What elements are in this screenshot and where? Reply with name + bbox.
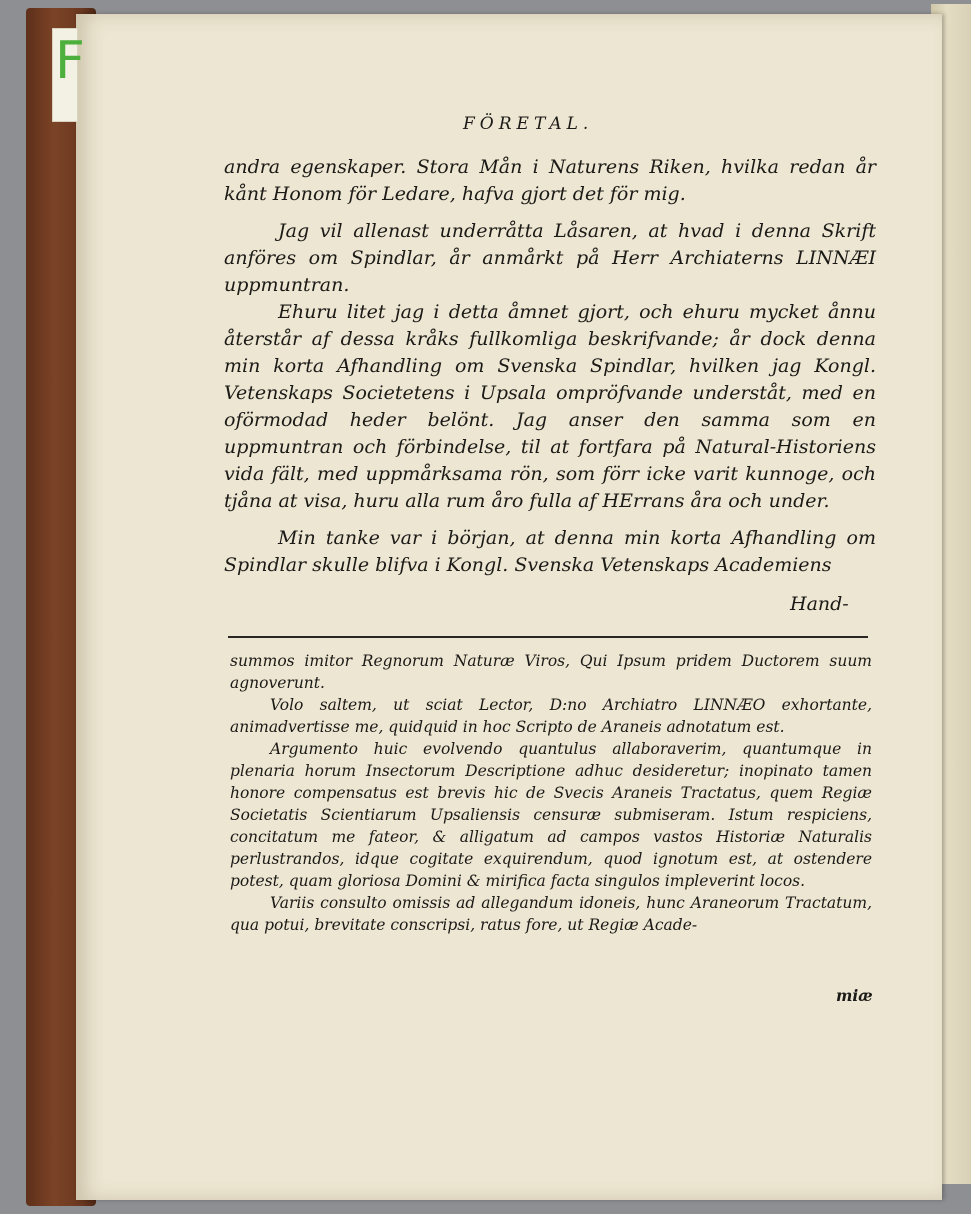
- note-paragraph: Variis consulto omissis ad allegandum idoneis, hunc Araneorum Tractatum, qua potui, brevitate conscripsi, ratus fore, ut Regiæ Acade-: [230, 894, 872, 934]
- paragraph: Jag vil allenast underråtta Låsaren, at hvad i denna Skrift anföres om Spindlar, år anmårkt på Herr Archiaterns LINNÆI uppmuntran.: [224, 220, 876, 296]
- tab-mark: F: [55, 31, 85, 91]
- note-paragraph: Argumento huic evolvendo quantulus allaboraverim, quantumque in plenaria horum Insectorum Descriptione adhuc desideretur; inopinato tamen honore compensatus est brevis hic de Svecis Araneis Tractatus, quem Regiæ Societatis Scientiarum Upsaliensis censuræ submiseram. Istum respiciens, concitatum me fateor, & alligatum ad campos vastos Historiæ Naturalis perlustrandos, idque cogitate exquirendum, quod ignotum est, at ostendere potest, quam gloriosa Domini & mirifica facta singulos impleverint locos.: [230, 740, 872, 890]
- catchword: Hand-: [790, 593, 849, 615]
- footnote-rule: [228, 636, 868, 638]
- paragraph: Ehuru litet jag i detta åmnet gjort, och ehuru mycket ånnu återstår af dessa kråks fullkomliga beskrifvande; år dock denna min korta Afhandling om Svenska Spindlar, hvilken jag Kongl. Vetenskaps Societetens i Upsala ompröfvande underståt, med en oförmodad heder belönt. Jag anser den samma som en uppmuntran och förbindelse, til at fortfara på Natural-Historiens vida fält, med uppmårksama rön, som förr icke varit kunnoge, och tjåna at visa, huru alla rum åro fulla af HErrans åra och under.: [224, 301, 876, 512]
- main-text: [224, 154, 876, 579]
- note-paragraph: summos imitor Regnorum Naturæ Viros, Qui Ipsum pridem Ductorem suum agnoverunt.: [230, 652, 872, 692]
- paragraph: andra egenskaper. Stora Mån i Naturens Riken, hvilka redan år kånt Honom för Ledare, hafva gjort det för mig.: [224, 156, 876, 205]
- latin-footnote: [230, 650, 872, 936]
- notes-catchword: miæ: [836, 986, 873, 1005]
- running-head: FÖRETAL.: [463, 114, 594, 134]
- note-paragraph: Volo saltem, ut sciat Lector, D:no Archiatro LINNÆO exhortante, animadvertisse me, quidquid in hoc Scripto de Araneis adnotatum est.: [230, 696, 872, 736]
- paragraph: Min tanke var i början, at denna min korta Afhandling om Spindlar skulle blifva i Kongl. Svenska Vetenskaps Academiens: [224, 527, 876, 576]
- page-tab: [52, 28, 85, 122]
